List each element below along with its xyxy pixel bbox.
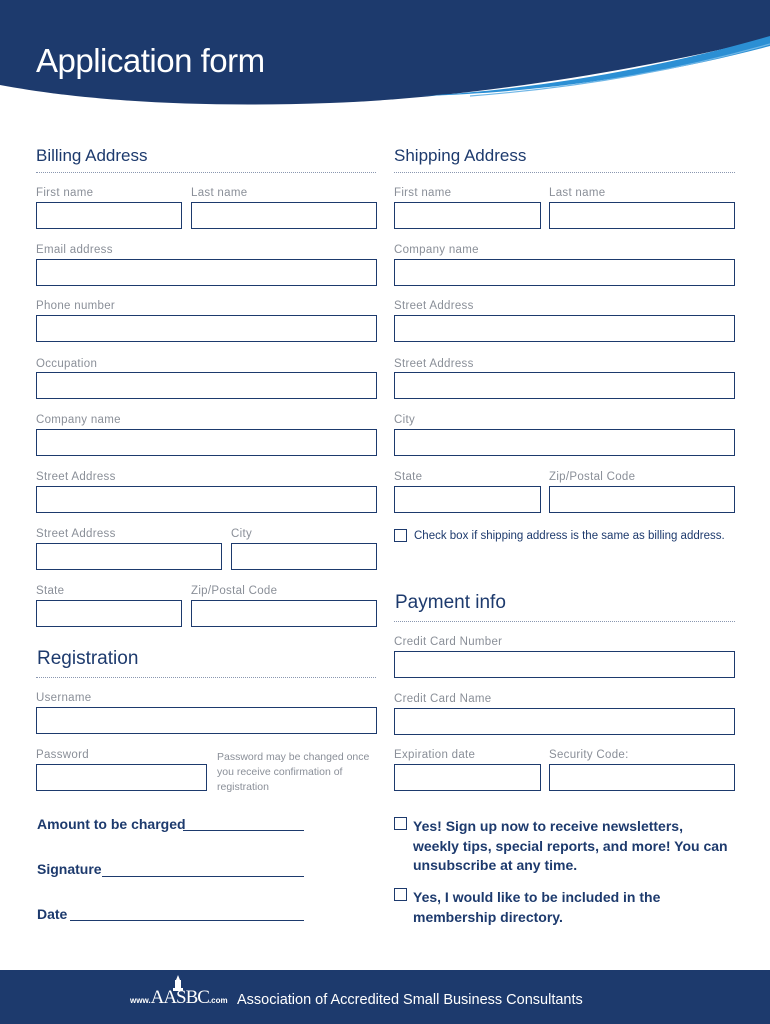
billing-phone-field[interactable] <box>36 315 377 342</box>
date-line[interactable] <box>70 920 304 921</box>
password-label: Password <box>36 749 89 761</box>
amount-line[interactable] <box>183 830 304 831</box>
shipping-street2-label: Street Address <box>394 358 474 370</box>
newsletter-label: Yes! Sign up now to receive newsletters, weekly tips, special reports, and more! You can unsubscribe at any time. <box>413 818 728 873</box>
billing-section-title: Billing Address <box>36 146 148 165</box>
same-as-billing-label: Check box if shipping address is the same as billing address. <box>414 530 725 542</box>
shipping-city-field[interactable] <box>394 429 735 456</box>
password-note: Password may be changed once you receive confirmation of registration <box>217 751 370 793</box>
billing-occupation-label: Occupation <box>36 358 98 370</box>
billing-phone-label: Phone number <box>36 300 116 312</box>
card-number-label: Credit Card Number <box>394 636 503 648</box>
logo-com: .com <box>208 996 228 1005</box>
date-label: Date <box>37 906 68 922</box>
password-field[interactable] <box>36 764 207 791</box>
billing-street1-label: Street Address <box>36 471 116 483</box>
signature-line[interactable] <box>102 876 304 877</box>
billing-state-field[interactable] <box>36 600 182 627</box>
registration-section-title: Registration <box>37 648 139 669</box>
shipping-street1-label: Street Address <box>394 300 474 312</box>
shipping-state-field[interactable] <box>394 486 541 513</box>
shipping-last-name-field[interactable] <box>549 202 735 229</box>
billing-company-label: Company name <box>36 414 121 426</box>
directory-checkbox[interactable] <box>394 888 407 901</box>
card-name-label: Credit Card Name <box>394 693 492 705</box>
shipping-street1-field[interactable] <box>394 315 735 342</box>
shipping-company-label: Company name <box>394 244 479 256</box>
billing-last-name-label: Last name <box>191 187 248 199</box>
card-name-field[interactable] <box>394 708 735 735</box>
billing-zip-field[interactable] <box>191 600 377 627</box>
billing-zip-label: Zip/Postal Code <box>191 585 278 597</box>
amount-label: Amount to be charged <box>37 816 186 832</box>
billing-street1-field[interactable] <box>36 486 377 513</box>
shipping-first-name-label: First name <box>394 187 452 199</box>
logo-www: www. <box>130 996 151 1005</box>
billing-last-name-field[interactable] <box>191 202 377 229</box>
billing-city-field[interactable] <box>231 543 377 570</box>
billing-street2-field[interactable] <box>36 543 222 570</box>
shipping-street2-field[interactable] <box>394 372 735 399</box>
billing-first-name-field[interactable] <box>36 202 182 229</box>
payment-section-title: Payment info <box>395 592 506 613</box>
shipping-state-label: State <box>394 471 423 483</box>
org-name: Association of Accredited Small Business Consultants <box>237 992 583 1008</box>
security-code-label: Security Code: <box>549 749 629 761</box>
shipping-last-name-label: Last name <box>549 187 606 199</box>
signature-label: Signature <box>37 861 102 877</box>
directory-label: Yes, I would like to be included in the membership directory. <box>413 889 661 925</box>
card-number-field[interactable] <box>394 651 735 678</box>
shipping-first-name-field[interactable] <box>394 202 541 229</box>
billing-first-name-label: First name <box>36 187 94 199</box>
username-field[interactable] <box>36 707 377 734</box>
shipping-city-label: City <box>394 414 416 426</box>
billing-email-field[interactable] <box>36 259 377 286</box>
header-banner <box>0 0 770 120</box>
expiration-label: Expiration date <box>394 749 476 761</box>
username-label: Username <box>36 692 92 704</box>
footer-bar <box>0 970 770 1024</box>
logo-mark: AASBC <box>150 987 209 1008</box>
form-title: Application form <box>36 42 265 79</box>
shipping-zip-field[interactable] <box>549 486 735 513</box>
aasbc-logo <box>130 987 228 1009</box>
shipping-divider <box>394 172 735 173</box>
newsletter-checkbox[interactable] <box>394 817 407 830</box>
shipping-section-title: Shipping Address <box>394 146 527 165</box>
shipping-zip-label: Zip/Postal Code <box>549 471 636 483</box>
billing-email-label: Email address <box>36 244 113 256</box>
billing-divider <box>36 172 376 173</box>
same-as-billing-checkbox[interactable] <box>394 529 407 542</box>
billing-company-field[interactable] <box>36 429 377 456</box>
billing-state-label: State <box>36 585 65 597</box>
payment-divider <box>394 621 735 622</box>
billing-street2-label: Street Address <box>36 528 116 540</box>
security-code-field[interactable] <box>549 764 735 791</box>
expiration-field[interactable] <box>394 764 541 791</box>
billing-occupation-field[interactable] <box>36 372 377 399</box>
registration-divider <box>36 677 376 678</box>
billing-city-label: City <box>231 528 253 540</box>
shipping-company-field[interactable] <box>394 259 735 286</box>
